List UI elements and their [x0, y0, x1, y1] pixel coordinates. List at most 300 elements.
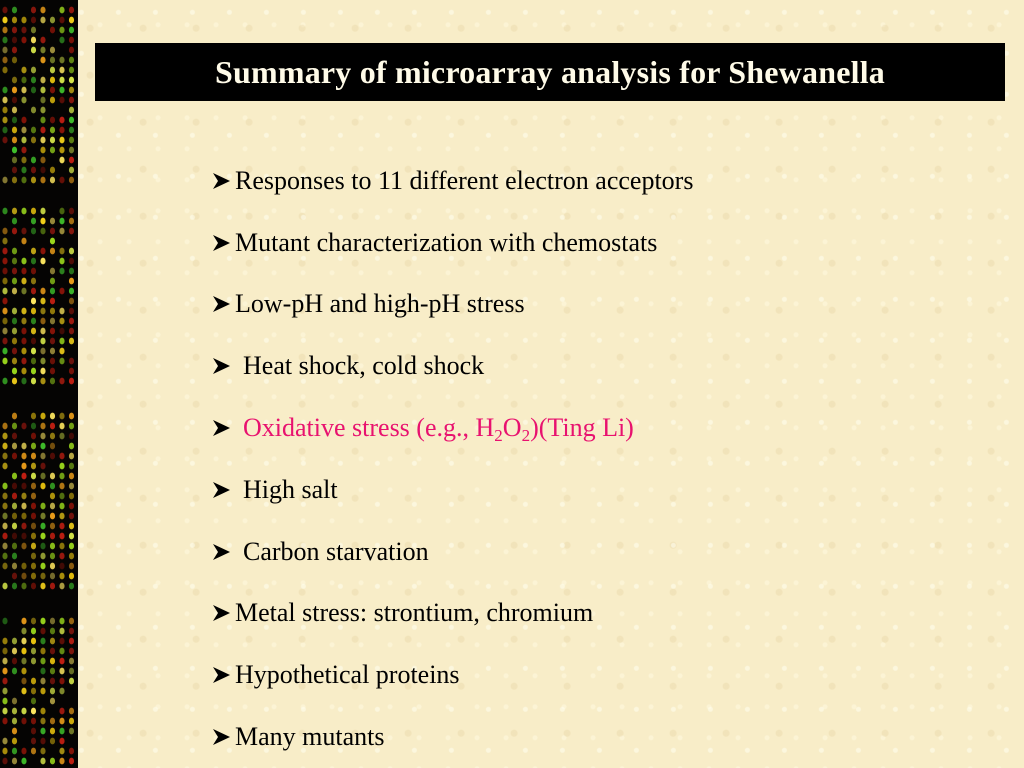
microarray-spot: [2, 513, 7, 520]
microarray-spot: [21, 117, 26, 124]
microarray-spot: [40, 228, 45, 235]
microarray-spot: [59, 433, 64, 440]
microarray-spot: [21, 658, 26, 665]
microarray-spot: [21, 533, 26, 540]
microarray-spot: [59, 738, 64, 745]
microarray-spot: [21, 157, 26, 164]
microarray-spot: [12, 503, 17, 510]
microarray-spot: [12, 698, 17, 705]
microarray-spot: [69, 177, 74, 184]
microarray-spot: [12, 288, 17, 295]
microarray-spot: [69, 77, 74, 84]
arrowhead-bullet-icon: [211, 232, 233, 254]
microarray-spot: [2, 258, 7, 265]
microarray-spot: [69, 483, 74, 490]
microarray-spot: [59, 308, 64, 315]
microarray-spot: [21, 338, 26, 345]
microarray-spot: [31, 533, 36, 540]
microarray-spot: [21, 368, 26, 375]
microarray-spot: [2, 318, 7, 325]
microarray-spot: [21, 503, 26, 510]
microarray-spot: [40, 127, 45, 134]
microarray-spot: [59, 137, 64, 144]
microarray-spot: [40, 423, 45, 430]
microarray-spot: [59, 533, 64, 540]
microarray-spot: [69, 758, 74, 765]
microarray-spot: [12, 758, 17, 765]
microarray-spot: [40, 738, 45, 745]
microarray-spot: [31, 453, 36, 460]
microarray-spot: [40, 658, 45, 665]
microarray-spot: [40, 463, 45, 470]
microarray-spot: [50, 728, 55, 735]
microarray-spot: [12, 378, 17, 385]
microarray-spot: [59, 583, 64, 590]
microarray-spot: [12, 523, 17, 530]
microarray-spot: [50, 368, 55, 375]
microarray-spot: [12, 308, 17, 315]
microarray-spot: [59, 728, 64, 735]
microarray-image-strip: [0, 0, 78, 768]
microarray-spot: [69, 338, 74, 345]
microarray-spot: [59, 318, 64, 325]
microarray-spot: [40, 553, 45, 560]
microarray-spot: [21, 258, 26, 265]
title-bar: [95, 43, 1005, 101]
microarray-spot: [50, 433, 55, 440]
microarray-spot: [59, 648, 64, 655]
microarray-spot: [40, 77, 45, 84]
microarray-spot: [12, 738, 17, 745]
microarray-spot: [21, 177, 26, 184]
microarray-spot: [21, 37, 26, 44]
microarray-spot: [50, 503, 55, 510]
microarray-spot: [12, 328, 17, 335]
microarray-spot: [59, 77, 64, 84]
microarray-spot: [40, 543, 45, 550]
microarray-spot: [2, 208, 7, 215]
microarray-spot: [50, 553, 55, 560]
microarray-spot: [21, 628, 26, 635]
microarray-spot: [31, 718, 36, 725]
microarray-spot: [12, 258, 17, 265]
microarray-spot: [31, 77, 36, 84]
microarray-spot: [21, 513, 26, 520]
microarray-spot: [31, 248, 36, 255]
microarray-spot: [2, 718, 7, 725]
slide-title: Summary of microarray analysis for Shewanella: [215, 53, 885, 90]
microarray-spot: [40, 87, 45, 94]
microarray-spot: [40, 368, 45, 375]
microarray-spot: [31, 698, 36, 705]
microarray-spot: [21, 688, 26, 695]
microarray-spot: [21, 137, 26, 144]
microarray-spot: [50, 618, 55, 625]
microarray-spot: [40, 473, 45, 480]
microarray-spot: [50, 523, 55, 530]
microarray-spot: [40, 328, 45, 335]
microarray-spot: [31, 553, 36, 560]
microarray-spot: [50, 638, 55, 645]
microarray-spot: [12, 433, 17, 440]
microarray-spot: [21, 563, 26, 570]
microarray-spot: [50, 583, 55, 590]
microarray-spot: [69, 288, 74, 295]
microarray-spot: [21, 678, 26, 685]
microarray-spot: [12, 57, 17, 64]
microarray-spot: [69, 368, 74, 375]
microarray-spot: [21, 288, 26, 295]
microarray-spot: [31, 413, 36, 420]
microarray-spot: [69, 37, 74, 44]
microarray-spot: [50, 493, 55, 500]
microarray-spot: [59, 147, 64, 154]
microarray-spot: [31, 433, 36, 440]
microarray-spot: [21, 493, 26, 500]
arrowhead-bullet-icon: [211, 170, 233, 192]
microarray-spot: [2, 288, 7, 295]
microarray-spot: [12, 718, 17, 725]
microarray-spot: [50, 47, 55, 54]
microarray-spot: [31, 177, 36, 184]
microarray-spot: [2, 483, 7, 490]
microarray-spot: [31, 268, 36, 275]
microarray-spot: [59, 553, 64, 560]
microarray-spot: [69, 328, 74, 335]
microarray-spot: [40, 758, 45, 765]
microarray-spot: [50, 688, 55, 695]
microarray-spot: [2, 688, 7, 695]
microarray-spot: [69, 208, 74, 215]
arrowhead-bullet-icon: [211, 541, 233, 563]
microarray-spot: [69, 127, 74, 134]
microarray-spot: [40, 523, 45, 530]
microarray-spot: [31, 708, 36, 715]
microarray-spot: [50, 668, 55, 675]
microarray-spot: [2, 698, 7, 705]
microarray-spot: [59, 127, 64, 134]
bullet-item: [211, 212, 693, 274]
microarray-spot: [40, 453, 45, 460]
microarray-spot: [2, 17, 7, 24]
microarray-spot: [69, 358, 74, 365]
microarray-spot: [59, 463, 64, 470]
microarray-spot: [50, 147, 55, 154]
microarray-spot: [40, 117, 45, 124]
microarray-spot: [50, 228, 55, 235]
microarray-spot: [50, 77, 55, 84]
bullet-text: Oxidative stress (e.g., $H_2O_2)(Ting$ Li): [243, 413, 634, 446]
microarray-spot: [69, 583, 74, 590]
microarray-spot: [50, 248, 55, 255]
microarray-spot: [21, 443, 26, 450]
microarray-spot: [50, 628, 55, 635]
microarray-spot: [59, 177, 64, 184]
microarray-spot: [2, 748, 7, 755]
microarray-spot: [31, 513, 36, 520]
microarray-spot: [2, 137, 7, 144]
microarray-spot: [40, 137, 45, 144]
microarray-spot: [40, 167, 45, 174]
microarray-spot: [40, 208, 45, 215]
microarray-spot: [69, 543, 74, 550]
microarray-spot: [2, 758, 7, 765]
microarray-spot: [2, 658, 7, 665]
microarray-spot: [69, 378, 74, 385]
microarray-spot: [59, 748, 64, 755]
microarray-spot: [21, 328, 26, 335]
microarray-spot: [31, 658, 36, 665]
microarray-spot: [59, 348, 64, 355]
microarray-spot: [31, 157, 36, 164]
microarray-spot: [2, 453, 7, 460]
microarray-spot: [2, 648, 7, 655]
microarray-spot: [2, 433, 7, 440]
microarray-spot: [50, 483, 55, 490]
microarray-spot: [21, 453, 26, 460]
microarray-spot: [31, 27, 36, 34]
microarray-spot: [31, 87, 36, 94]
microarray-spot: [31, 543, 36, 550]
microarray-spot: [40, 573, 45, 580]
microarray-spot: [50, 698, 55, 705]
microarray-spot: [40, 583, 45, 590]
microarray-spot: [2, 117, 7, 124]
microarray-spot: [69, 248, 74, 255]
microarray-spot: [21, 638, 26, 645]
microarray-spot: [50, 358, 55, 365]
microarray-spot: [12, 87, 17, 94]
microarray-spot: [59, 473, 64, 480]
microarray-spot: [69, 463, 74, 470]
microarray-spot: [2, 177, 7, 184]
microarray-spot: [40, 288, 45, 295]
microarray-spot: [69, 167, 74, 174]
microarray-spot: [12, 177, 17, 184]
microarray-spot: [69, 17, 74, 24]
microarray-spot: [59, 268, 64, 275]
microarray-spot: [59, 523, 64, 530]
microarray-spot: [59, 658, 64, 665]
bullet-item: [211, 459, 693, 521]
microarray-spot: [59, 513, 64, 520]
arrowhead-bullet-icon: [211, 602, 233, 624]
microarray-spot: [12, 218, 17, 225]
microarray-spot: [69, 563, 74, 570]
microarray-spot: [40, 17, 45, 24]
microarray-spot: [69, 648, 74, 655]
microarray-spot: [12, 533, 17, 540]
microarray-spot: [69, 27, 74, 34]
microarray-spot: [12, 228, 17, 235]
microarray-spot: [50, 177, 55, 184]
microarray-spot: [50, 513, 55, 520]
microarray-spot: [40, 338, 45, 345]
microarray-spot: [21, 228, 26, 235]
microarray-spot: [59, 483, 64, 490]
microarray-spot: [40, 348, 45, 355]
bullet-text: Responses to 11 different electron acceptors: [235, 165, 694, 195]
microarray-spot: [21, 583, 26, 590]
microarray-spot: [12, 638, 17, 645]
microarray-spot: [31, 127, 36, 134]
microarray-spot: [21, 318, 26, 325]
microarray-spot: [2, 443, 7, 450]
microarray-spot: [50, 268, 55, 275]
microarray-spot: [69, 218, 74, 225]
microarray-spot: [2, 57, 7, 64]
microarray-spot: [31, 638, 36, 645]
microarray-spot: [12, 423, 17, 430]
microarray-spot: [2, 338, 7, 345]
microarray-spot: [69, 678, 74, 685]
microarray-spot: [21, 127, 26, 134]
microarray-spot: [50, 718, 55, 725]
microarray-spot: [21, 463, 26, 470]
microarray-spot: [59, 258, 64, 265]
microarray-spot: [50, 423, 55, 430]
microarray-spot: [12, 358, 17, 365]
microarray-spot: [50, 318, 55, 325]
microarray-spot: [40, 443, 45, 450]
microarray-spot: [31, 258, 36, 265]
microarray-spot: [31, 523, 36, 530]
microarray-spot: [69, 278, 74, 285]
bullet-text: Mutant characterization with chemostats: [235, 227, 658, 257]
microarray-spot: [12, 127, 17, 134]
microarray-spot: [21, 708, 26, 715]
microarray-spot: [21, 618, 26, 625]
bullet-item: [211, 521, 693, 583]
microarray-spot: [2, 47, 7, 54]
microarray-spot: [59, 338, 64, 345]
microarray-spot: [59, 157, 64, 164]
microarray-spot: [69, 97, 74, 104]
microarray-spot: [12, 453, 17, 460]
microarray-spot: [69, 258, 74, 265]
microarray-spot: [12, 648, 17, 655]
microarray-spot: [2, 308, 7, 315]
microarray-spot: [69, 493, 74, 500]
microarray-spot: [40, 97, 45, 104]
microarray-spot: [69, 87, 74, 94]
microarray-spot: [69, 298, 74, 305]
microarray-spot: [69, 658, 74, 665]
microarray-spot: [21, 358, 26, 365]
arrowhead-bullet-icon: [211, 664, 233, 686]
microarray-spot: [21, 483, 26, 490]
microarray-spot: [12, 47, 17, 54]
microarray-spot: [31, 37, 36, 44]
microarray-spot: [59, 288, 64, 295]
microarray-spot: [31, 483, 36, 490]
microarray-spot: [2, 638, 7, 645]
microarray-spot: [69, 708, 74, 715]
microarray-spot: [2, 533, 7, 540]
microarray-spot: [69, 147, 74, 154]
microarray-spot: [69, 503, 74, 510]
microarray-spot: [50, 443, 55, 450]
microarray-spot: [12, 443, 17, 450]
microarray-spot: [59, 543, 64, 550]
microarray-spot: [2, 37, 7, 44]
microarray-spot: [12, 117, 17, 124]
bullet-item: [211, 150, 693, 212]
microarray-spot: [50, 543, 55, 550]
microarray-spot: [2, 463, 7, 470]
microarray-spot: [31, 503, 36, 510]
microarray-spot: [50, 658, 55, 665]
microarray-spot: [2, 107, 7, 114]
microarray-spot: [69, 433, 74, 440]
microarray-spot: [40, 628, 45, 635]
microarray-spot: [40, 748, 45, 755]
microarray-spot: [50, 758, 55, 765]
microarray-spot: [59, 117, 64, 124]
microarray-spot: [21, 67, 26, 74]
microarray-spot: [31, 338, 36, 345]
microarray-spot: [59, 248, 64, 255]
microarray-spot: [59, 228, 64, 235]
microarray-spot: [59, 87, 64, 94]
microarray-spot: [12, 658, 17, 665]
microarray-spot: [69, 523, 74, 530]
microarray-spot: [2, 563, 7, 570]
microarray-spot: [59, 57, 64, 64]
microarray-spot: [50, 413, 55, 420]
microarray-spot: [21, 423, 26, 430]
microarray-spot: [12, 543, 17, 550]
microarray-spot: [59, 573, 64, 580]
microarray-spot: [2, 378, 7, 385]
microarray-spot: [31, 288, 36, 295]
microarray-spot: [21, 473, 26, 480]
microarray-spot: [50, 308, 55, 315]
microarray-spot: [40, 157, 45, 164]
microarray-spot: [2, 27, 7, 34]
microarray-spot: [12, 583, 17, 590]
microarray-spot: [50, 573, 55, 580]
microarray-spot: [12, 563, 17, 570]
arrowhead-bullet-icon: [211, 355, 233, 377]
microarray-spot: [31, 308, 36, 315]
microarray-spot: [21, 238, 26, 245]
microarray-spot: [59, 67, 64, 74]
microarray-spot: [31, 107, 36, 114]
microarray-spot: [31, 738, 36, 745]
microarray-spot: [50, 218, 55, 225]
microarray-spot: [50, 278, 55, 285]
microarray-spot: [31, 443, 36, 450]
microarray-spot: [2, 668, 7, 675]
microarray-spot: [21, 97, 26, 104]
microarray-spot: [59, 668, 64, 675]
microarray-spot: [40, 177, 45, 184]
microarray-spot: [2, 348, 7, 355]
microarray-spot: [12, 553, 17, 560]
microarray-spot: [59, 328, 64, 335]
microarray-spot: [40, 258, 45, 265]
microarray-spot: [31, 348, 36, 355]
microarray-spot: [69, 533, 74, 540]
microarray-spot: [2, 543, 7, 550]
microarray-spot: [69, 268, 74, 275]
microarray-spot: [21, 308, 26, 315]
microarray-spot: [69, 748, 74, 755]
microarray-spot: [12, 248, 17, 255]
bullet-text: Hypothetical proteins: [235, 660, 460, 690]
microarray-spot: [50, 473, 55, 480]
